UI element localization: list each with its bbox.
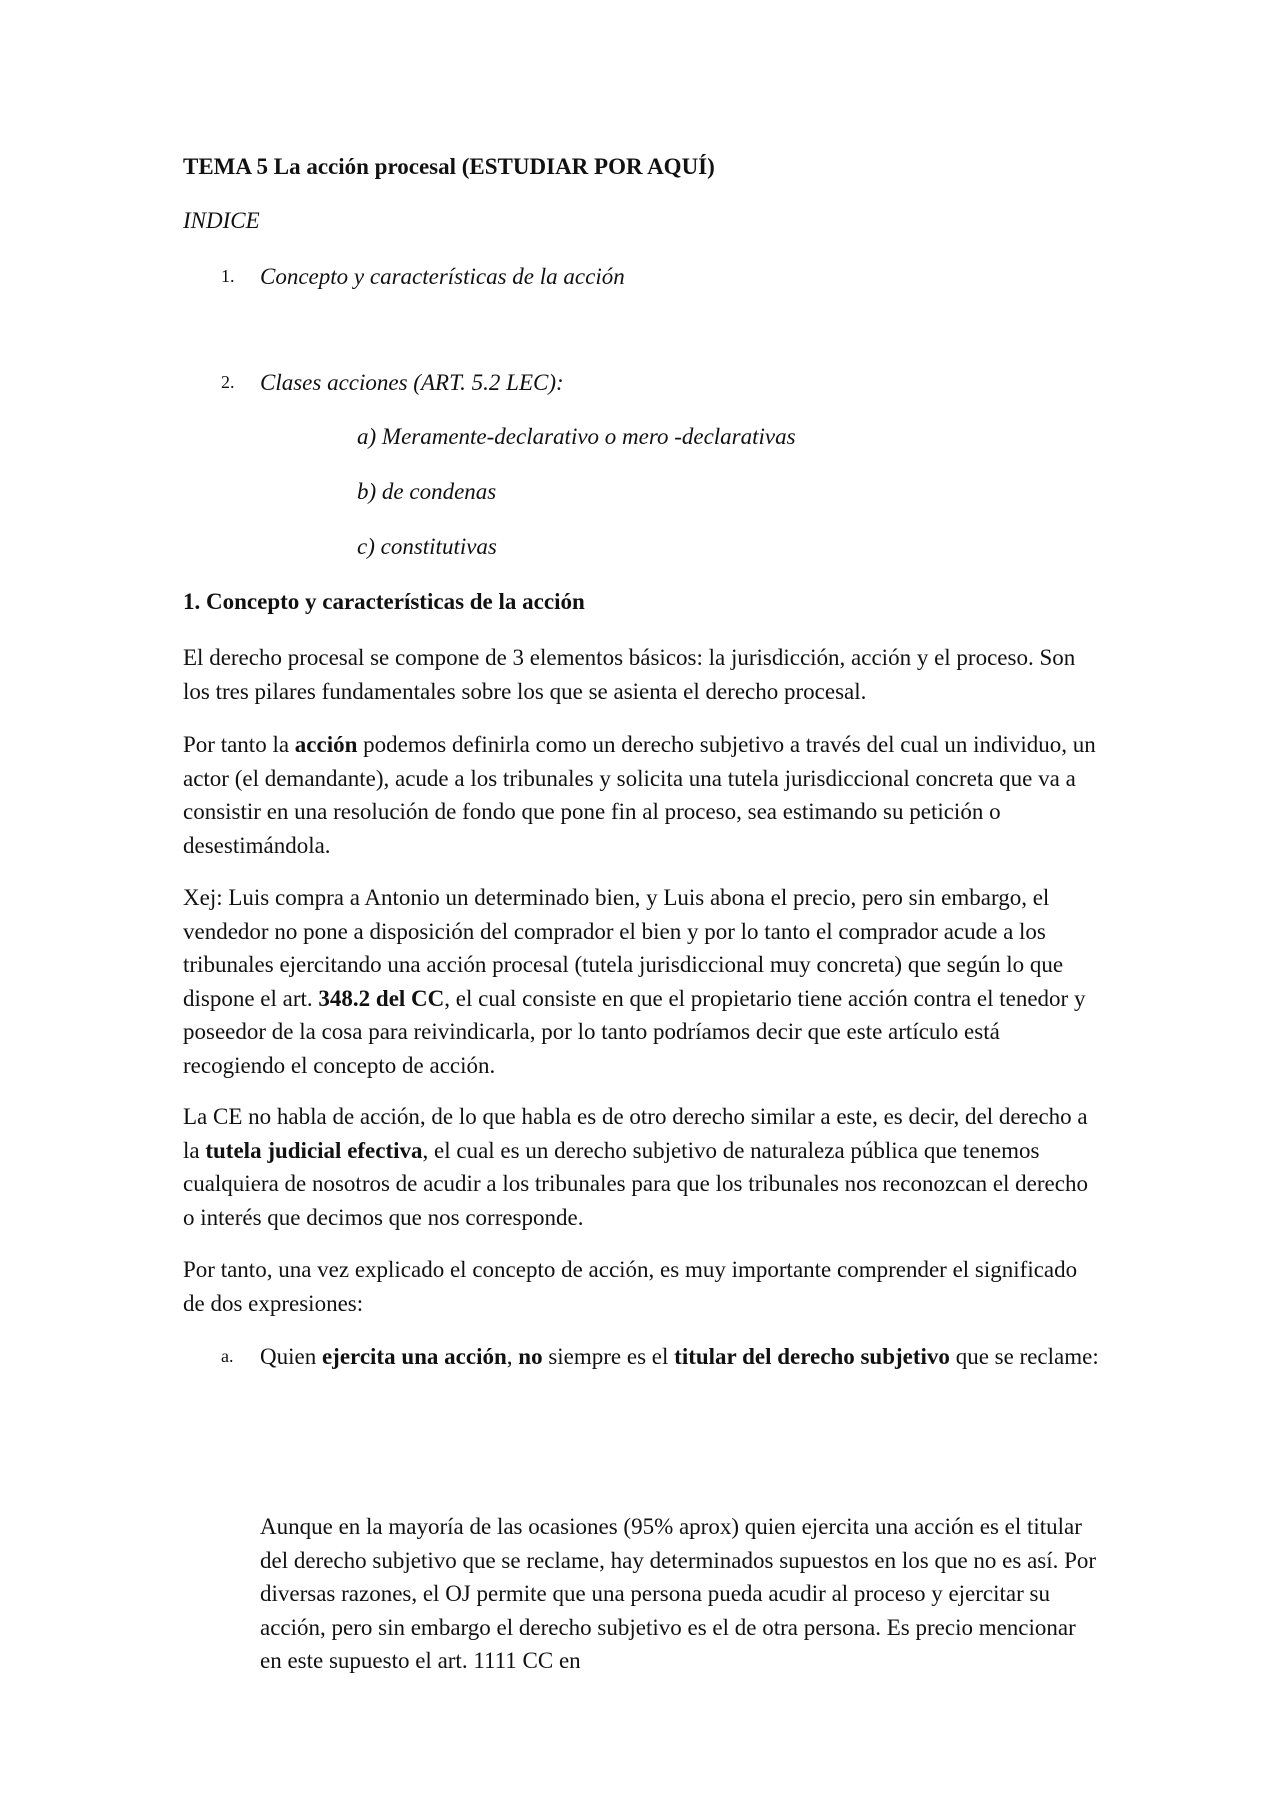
text-run: , el cual es un derecho subjetivo de naturaleza pública que tenemos cualquiera de nosotros de acudir a los tribunales para que los tribunales nos reconozcan el derecho o interés que decimos que nos corresponde. [183,1137,1088,1230]
bold-term: 348.2 del CC [318,985,445,1011]
bold-term: acción [294,732,358,757]
index-item: Clases acciones (ART. 5.2 LEC): [260,370,564,395]
paragraph-elements: El derecho procesal se compone de 3 elementos básicos: la jurisdicción, acción y el proceso. Son los tres pilares fundamentales sobre los que se asienta el derecho procesal. [183,645,1076,704]
paragraph-titularity: Aunque en la mayoría de las ocasiones (95% aprox) quien ejercita una acción es el titular del derecho subjetivo que se reclame, hay determinados supuestos en los que no es así. Por diversas razones, el OJ permite que una persona pueda acudir al proceso y ejercitar su acción, pero sin embargo el derecho subjetivo es el de otra persona. Es precio mencionar en este supuesto el art. 1111 CC en [260,1514,1097,1673]
text-run: , [506,1344,519,1369]
text-run: La CE no habla de acción, de lo que habla es de otro derecho similar a este, es decir, del derecho a la [183,1104,1088,1163]
bold-term: tutela judicial efectiva [205,1137,423,1163]
index-subitem: c) constitutivas [357,534,497,559]
paragraph-expressions: Por tanto, una vez explicado el concepto de acción, es muy importante comprender el significado de dos expresiones: [183,1257,1078,1316]
index-item-number: 1. [221,266,235,286]
text-run: Xej: Luis compra a Antonio un determinado bien, y Luis abona el precio, pero sin embargo, el vendedor no pone a disposición del comprador el bien y por lo tanto el comprador acude a los tribunales ejercitando una acción procesal (tutela jurisdiccional muy concreta) que según lo que dispone el art. [183,885,1064,1011]
bold-term: titular del derecho subjetivo [674,1344,950,1369]
text-run: , el cual consiste en que el propietario tiene acción contra el tenedor y poseedor de la cosa para reivindicarla, por lo tanto podríamos decir que este artículo está recogiendo el concepto de acción. [183,985,1086,1078]
text-run: siempre es el [542,1344,675,1369]
text-run: Quien [260,1344,322,1369]
bold-term: ejercita una acción [321,1344,507,1369]
index-item: Concepto y características de la acción [260,264,625,289]
list-item-letter: a. [221,1346,234,1366]
index-item-number: 2. [221,372,235,392]
text-run: podemos definirla como un derecho subjetivo a través del cual un individuo, un actor (el demandante), acude a los tribunales y solicita una tutela jurisdiccional concreta que va a consistir en una resolución de fondo que pone fin al proceso, sea estimando su petición o desestimándola. [183,732,1096,858]
text-run: Por tanto la [183,732,295,757]
document-title: TEMA 5 La acción procesal (ESTUDIAR POR AQUÍ) [183,154,715,179]
section-heading: 1. Concepto y características de la acción [183,589,585,614]
list-item-a [260,1340,1100,1374]
paragraph-example [183,881,1103,1082]
index-subitem: b) de condenas [357,479,497,504]
text-run: que se reclame: [949,1344,1099,1369]
paragraph-definition [183,728,1103,862]
index-subitem: a) Meramente-declarativo o mero -declarativas [357,424,796,449]
paragraph-constitution [183,1100,1103,1234]
bold-term: no [518,1344,543,1369]
index-label: INDICE [183,208,260,233]
